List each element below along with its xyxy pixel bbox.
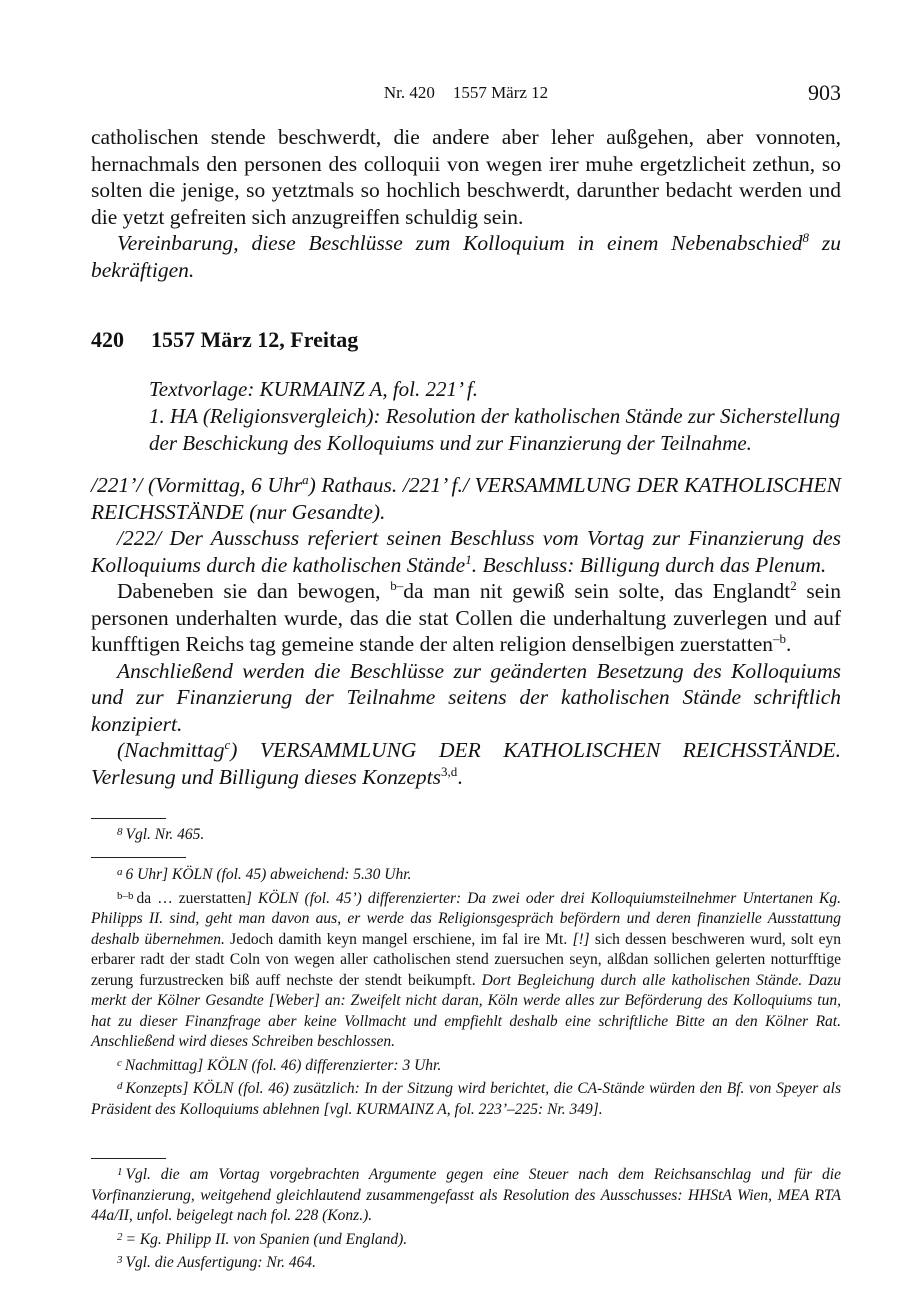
variant-note-d [91,1076,841,1120]
document-heading [91,327,841,353]
protocol-quote [91,578,841,658]
variant-note-b [91,886,841,1053]
footnote-rule [91,1158,166,1159]
protocol-text: . Beschluss: Billigung durch das Plenum. [471,552,827,577]
running-head-date: 1557 März 12 [452,83,549,102]
footnote-mark: 3 [117,1254,123,1266]
variant-quote: sich dessen beschweren wurd, solt eyn erbarer radt der stadt Coln von wegen aller catholischen stend zuersuchen seyn, alßdan sollichen gelerten notturfftige zerung furzustrecken biß auff nechste der stendt beikumpft. [91,930,841,989]
footnote-3 [91,1250,841,1274]
variant-ref-b-end: –b [773,630,786,646]
variant-quote: Jedoch damith keyn mangel erschiene, im fal ire Mt. [224,930,573,948]
footnote-ref-2: 2 [790,577,797,593]
footnote-2 [91,1227,841,1251]
footnote-text: = Kg. Philipp II. von Spanien (und England). [125,1230,408,1248]
document-date: 1557 März 12, Freitag [151,327,359,352]
document-page [91,0,841,1300]
protocol-text: da man nit gewiß sein solte, das Englandt [403,579,791,603]
continuation-paragraph: catholischen stende beschwerdt, die andere aber leher außgehen, aber vonnoten, hernachmals den personen des colloquii von wegen irer muhe ergetzlicheit zethun, so solten die jenige, so yetztmals so hochlich beschwerdt, darunther bedacht werden und die yetzt gefreiten sich anzugreiffen schuldig sein. [91,125,841,229]
protocol-text: Verlesung und Billigung dieses Konzepts [91,764,441,789]
page-number: 903 [808,80,841,105]
variant-text: Nachmittag] KÖLN (fol. 46) differenzierter: 3 Uhr. [124,1056,442,1074]
protocol-committee-report [91,525,841,578]
footnote-ref-1: 1 [465,551,472,567]
variant-mark: d [117,1080,123,1092]
protocol-text: /222/ Der Ausschuss referiert seinen Beschluss vom Vortag zur Finanzierung des Kolloquiums durch die katholischen Stände [91,526,841,577]
running-head [91,80,841,106]
continuation-block [91,124,841,283]
protocol-text: ) VERSAMMLUNG DER KATHOLISCHEN REICHSSTÄNDE. [230,738,841,762]
footnote-8 [91,822,841,846]
agreement-text-end: zu bekräftigen. [91,231,841,282]
protocol-session-morning [91,472,841,525]
variant-mark: a [117,866,123,878]
protocol-text: (Nachmittag [117,738,225,762]
agreement-text: Vereinbarung, diese Beschlüsse zum Kolloquium in einem Nebenabschied [117,231,803,255]
variant-text: 6 Uhr] KÖLN (fol. 45) abweichend: 5.30 Uhr. [125,866,412,883]
footnote-mark: 8 [117,826,123,838]
variant-notes [91,862,841,1120]
footnote-ref-3-d: 3,d [440,763,458,779]
footnote-mark: 2 [117,1230,123,1243]
footnote-text: Vgl. Nr. 465. [125,826,205,843]
running-head-doc-number: Nr. 420 [383,83,435,102]
agreement-paragraph [91,230,841,283]
variant-ref-c: c [224,736,231,752]
footnote-1 [91,1162,841,1227]
variant-mark: c [117,1056,122,1069]
variant-text: Konzepts] KÖLN (fol. 46) zusätzlich: In der Sitzung wird berichtet, die CA-Stände würden den Bf. von Speyer als Präsident des Kolloquiums ablehnen [vgl. KURMAINZ A, fol. 223’–225: Nr. 349]. [91,1080,841,1118]
footnotes [91,1162,841,1274]
footnote-rule [91,818,166,819]
variant-note-a [91,862,841,886]
footnote-text: Vgl. die Ausfertigung: Nr. 464. [125,1254,316,1271]
footnote-ref-8: 8 [802,229,810,245]
variant-text: ] KÖLN (fol. 45’) differenzierter: Da zwei oder drei Kolloquiumsteilnehmer Untertanen Kg. Philipps II. sind, geht man davon aus, er werde das Religionsgespräch befördern und deren finanzielle Ausstattung deshalb übernehmen. [91,889,841,948]
protocol-session-afternoon [91,737,841,790]
variant-ref-a: a [302,471,309,487]
variant-sic: [!] [572,930,590,948]
protocol-text: ) Rathaus. /221’ f./ VERSAMMLUNG DER KATHOLISCHEN REICHSSTÄNDE (nur Gesandte). [91,473,841,524]
protocol-text: . [457,764,463,789]
protocol-text: /221’/ (Vormittag, 6 Uhr [91,473,303,497]
footnotes-previous [91,822,841,846]
variant-lemma: da … zuerstatten [136,889,246,907]
regest-summary: 1. HA (Religionsvergleich): Resolution der katholischen Stände zur Sicherstellung der Beschickung des Kolloquiums und zur Finanzierung der Teilnahme. [149,404,841,455]
protocol-text: Dabeneben sie dan bewogen, [117,579,391,603]
protocol-block [91,472,841,790]
document-number: 420 [91,327,124,352]
variant-ref-b-start: b– [390,577,404,593]
protocol-text: sein personen underhalten wurde, das die stat Collen die underhaltung zuverlegen und auf kunfftigen Reichs tag gemeine stande der alten religion denselbigen zuerstatten [91,579,841,656]
variant-note-c [91,1053,841,1077]
text-source: Textvorlage: KURMAINZ A, fol. 221’ f. [149,377,478,401]
regest-block [149,376,841,457]
protocol-text: . [786,632,792,656]
variant-mark: b–b [117,889,134,902]
footnote-mark: 1 [117,1166,123,1178]
variant-rule [91,857,186,858]
variant-text: Dort Begleichung durch alle katholischen Stände. Dazu merkt der Kölner Gesandte [Weber] an: Zweifelt nicht daran, Köln werde alles zur Beförderung des Kolloquiums tun, hat zu dieser Finanzfrage aber keine Vollmacht und empfiehlt deshalb eine schriftliche Bitte an den Kölner Rat. Anschließend wird dieses Schreiben beschlossen. [91,971,841,1050]
protocol-drafting: Anschließend werden die Beschlüsse zur geänderten Besetzung des Kolloquiums und zur Finanzierung der Teilnahme seitens der katholischen Stände schriftlich konzipiert. [91,658,841,736]
footnote-text: Vgl. die am Vortag vorgebrachten Argumente gegen eine Steuer nach dem Reichsanschlag und für die Vorfinanzierung, weitgehend gleichlautend zusammengefasst als Resolution des Ausschusses: HHStA Wien, MEA RTA 44a/II, unfol. beigelegt nach fol. 228 (Konz.). [91,1166,841,1224]
running-head-center [91,83,841,103]
